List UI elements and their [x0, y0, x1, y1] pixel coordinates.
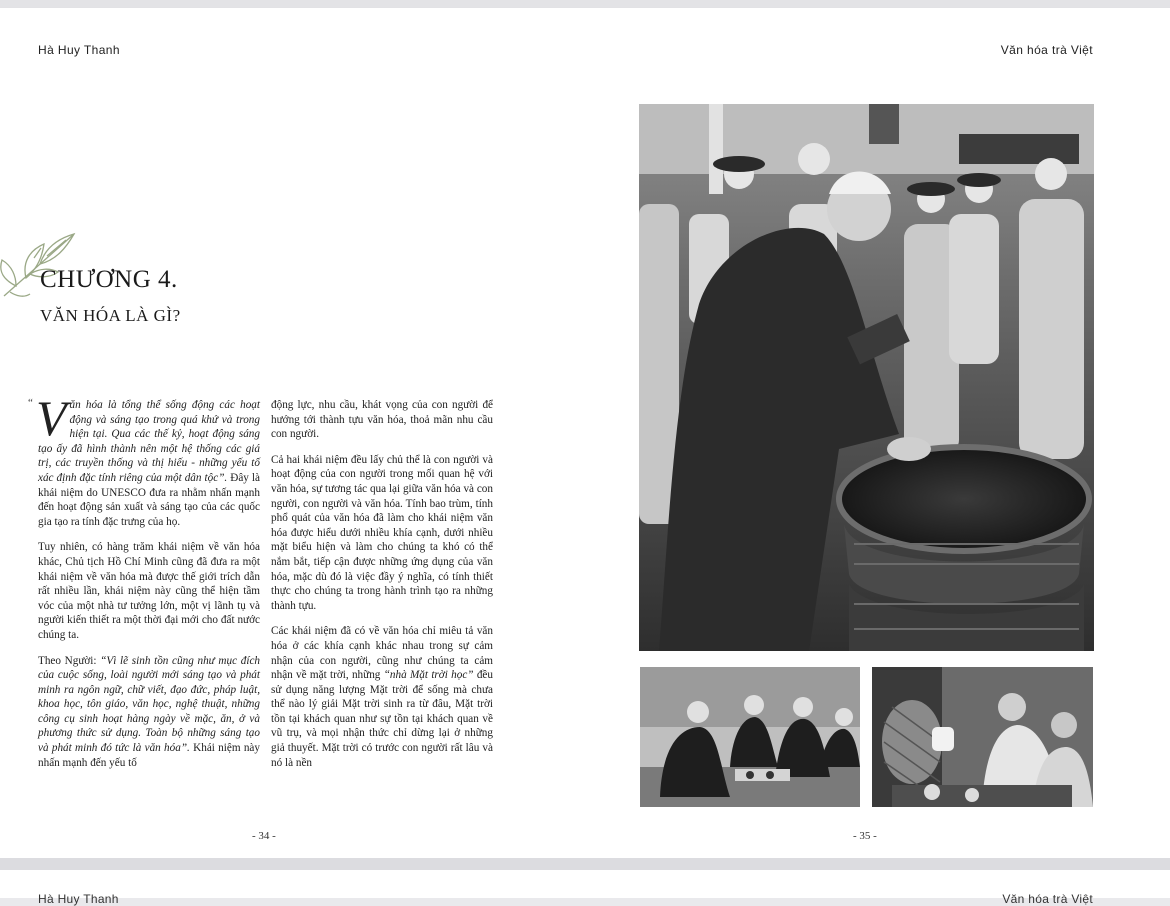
photo-tea-gathering: [640, 667, 860, 807]
paragraph-text: Khái niệm này nhấn mạnh đến yếu tố: [38, 742, 260, 769]
next-spread-preview: [0, 870, 1170, 906]
ho-chi-minh-quote: “Vì lẽ sinh tồn cũng như mục đích của cuộc sống, loài người mới sáng tạo và phát minh ra ngôn ngữ, chữ viết, đạo đức, pháp luật, khoa học, tôn giáo, văn học, nghệ thuật, những công cụ sinh hoạt hàng ngày về mặc, ăn, ở và phương thức sử dụng. Toàn bộ những sáng tạo và phát minh đó tức là văn hóa”.: [38, 654, 261, 755]
paragraph: Cả hai khái niệm đều lấy chủ thể là con người và hoạt động của con người trong mối quan hệ với văn hóa, sự tương tác qua lại giữa văn hóa và con người, con người và văn hóa. Tính bao trùm, tính phổ quát của văn hóa đã làm cho khái niệm văn hóa được hiểu dưới nhiều khía cạnh, dưới nhiều mặt biểu hiện và làm cho chúng ta khó có thể nắm bắt, tiếp cận được những ứng dụng của văn hóa, mặc dù đó là việc đầy ý nghĩa, có tính thiết thực cho chúng ta trong hành trình tạo ra những thành tựu.: [271, 453, 493, 612]
header-author: Hà Huy Thanh: [38, 43, 120, 57]
photo-elders-pouring-tea: [872, 667, 1093, 807]
text-column-left: [36, 390, 261, 808]
page-gap: [0, 858, 1170, 870]
paragraph: Tuy nhiên, có hàng trăm khái niệm về văn hóa khác, Chủ tịch Hồ Chí Minh cũng đã đưa ra một khái niệm về văn hóa mà được thế giới trích dẫn rất nhiều lần, khái niệm này cũng thể hiện tầm vóc của một nhà tư tưởng lớn, một vị lãnh tụ và người kiến thiết ra một thời đại mới cho đất nước chúng ta.: [38, 541, 260, 641]
page-number-right: - 35 -: [853, 830, 877, 842]
book-spread: [0, 8, 1170, 858]
header-book-title: Văn hóa trà Việt: [1000, 43, 1093, 57]
quoted-term: “nhà Mặt trời học”: [383, 669, 474, 682]
next-header-book-title: Văn hóa trà Việt: [1002, 892, 1093, 906]
paragraph: [36, 390, 260, 529]
chapter-number: CHƯƠNG 4.: [40, 266, 178, 293]
viewer-top-strip: [0, 0, 1170, 8]
text-column-right: [271, 398, 493, 808]
paragraph-text: đều sử dụng năng lượng Mặt trời để sống mà chưa thể nào lý giải Mặt trời sinh ra từ đâu, Mặt trời tồn tại khách quan như sự tồn tại khách quan về vũ trụ, và mọi nhận thức chỉ dừng lại ở những giả thuyết. Mặt trời có trước con người rất lâu và nó là nền: [271, 669, 493, 769]
paragraph-text: Các khái niệm đã có về văn hóa chỉ miêu tả văn hóa ở các khía cạnh khác nhau trong sự cảm nhận của con người, cũng như chúng ta cảm nhận về mặt trời, những: [271, 625, 493, 682]
paragraph-text: Theo Người:: [38, 654, 101, 667]
paragraph: [271, 624, 493, 770]
next-header-author: Hà Huy Thanh: [38, 892, 119, 906]
unesco-quote: ăn hóa là tổng thể sống động các hoạt động và sáng tạo trong quá khứ và trong hiện tại. Qua các thế kỷ, hoạt động sáng tạo ấy đã hình thành nên một hệ thống các giá trị, các truyền thống và thị hiếu - những yếu tố xác định đặc tính riêng của một dân tộc”.: [38, 399, 260, 484]
drop-cap: V: [36, 390, 67, 446]
paragraph-text: Đây là khái niệm do UNESCO đưa ra nhằm nhấn mạnh đến hoạt động sản xuất và sáng tạo của các quốc gia tạo ra tính đặc trưng của họ.: [38, 471, 260, 528]
paragraph: động lực, nhu cầu, khát vọng của con người để hướng tới thành tựu văn hóa, thoả mãn nhu cầu con người.: [271, 399, 493, 441]
chapter-title: VĂN HÓA LÀ GÌ?: [40, 306, 181, 325]
page-number-left: - 34 -: [252, 830, 276, 842]
opening-quote-mark: “: [28, 397, 33, 409]
paragraph: [38, 654, 260, 771]
photo-tea-inspection: [639, 104, 1094, 651]
